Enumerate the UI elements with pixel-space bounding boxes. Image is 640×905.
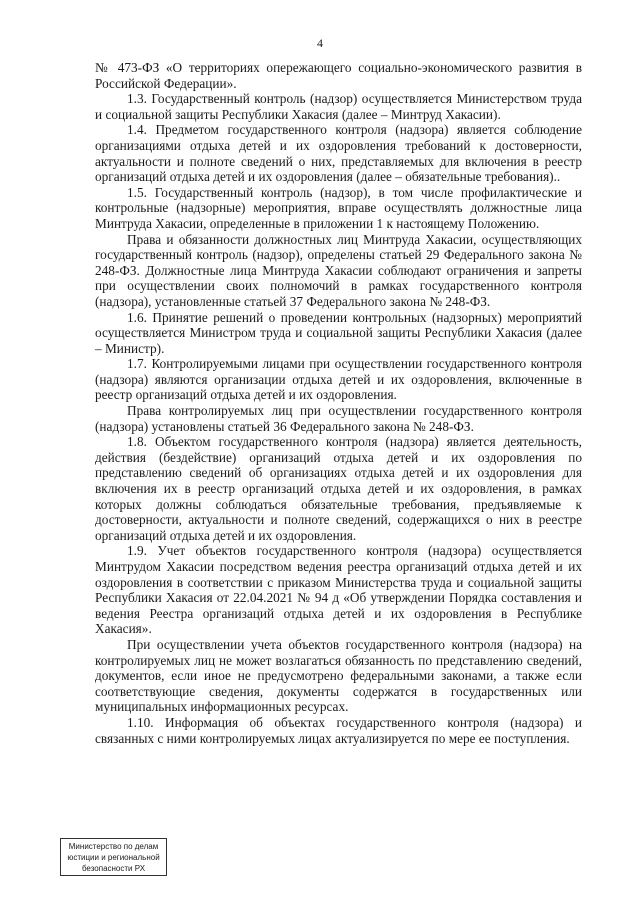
- paragraph-rights-controlled: Права контролируемых лиц при осуществлении государственного контроля (надзора) установлены статьей 36 Федерального закона № 248-ФЗ.: [95, 403, 582, 434]
- paragraph-rights-officials: Права и обязанности должностных лиц Минтруда Хакасии, осуществляющих государственный контроль (надзор), определены статьей 29 Федерального закона № 248-ФЗ. Должностные лица Минтруда Хакасии соблюдают ограничения и запреты при осуществлении своих полномочий в рамках государственного контроля (надзора), установленные статьей 37 Федерального закона № 248-ФЗ.: [95, 231, 582, 309]
- paragraph-1-6: 1.6. Принятие решений о проведении контрольных (надзорных) мероприятий осуществляется Министром труда и социальной защиты Республики Хакасия (далее – Министр).: [95, 309, 582, 356]
- paragraph-1-4: 1.4. Предметом государственного контроля (надзора) является соблюдение организациями отдыха детей и их оздоровления требований к достоверности, актуальности и полноте сведений о них, представляемых для включения в реестр организаций отдыха детей и их оздоровления (далее – обязательные требования)..: [95, 122, 582, 185]
- paragraph-1-7: 1.7. Контролируемыми лицами при осуществлении государственного контроля (надзора) являются организации отдыха детей и их оздоровления, включенные в реестр организаций отдыха детей и их оздоровления.: [95, 356, 582, 403]
- paragraph-1-8: 1.8. Объектом государственного контроля (надзора) является деятельность, действия (бездействие) организаций отдыха детей и их оздоровления по представлению сведений об организациях отдыха детей и их оздоровления для включения их в реестр организаций отдыха детей и их оздоровления, в рамках которых должны соблюдаться обязательные требования, предъявляемые к достоверности, актуальности и полноте сведений, содержащихся о них в реестре организаций отдыха детей и их оздоровления.: [95, 434, 582, 543]
- page-number: 4: [317, 36, 323, 50]
- paragraph-1-5: 1.5. Государственный контроль (надзор), в том числе профилактические и контрольные (надзорные) мероприятия, вправе осуществлять должностные лица Минтруда Хакасии, определенные в приложении 1 к настоящему Положению.: [95, 184, 582, 231]
- stamp-line-2: юстиции и региональной: [67, 852, 160, 862]
- stamp-line-1: Министерство по делам: [68, 841, 159, 851]
- ministry-stamp: [60, 838, 167, 876]
- paragraph-1-3: 1.3. Государственный контроль (надзор) осуществляется Министерством труда и социальной защиты Республики Хакасия (далее – Минтруд Хакасии).: [95, 91, 582, 122]
- paragraph-accounting: При осуществлении учета объектов государственного контроля (надзора) на контролируемых лиц не может возлагаться обязанность по представлению сведений, документов, если иное не предусмотрено федеральными законами, а также если соответствующие сведения, документы содержатся в государственных или муниципальных информационных ресурсах.: [95, 636, 582, 715]
- stamp-line-3: безопасности РХ: [81, 863, 146, 873]
- paragraph-1-9: 1.9. Учет объектов государственного контроля (надзора) осуществляется Минтрудом Хакасии посредством ведения реестра организаций отдыха детей и их оздоровления в соответствии с приказом Министерства труда и социальной защиты Республики Хакасия от 22.04.2021 № 94 д «Об утверждении Порядка составления и ведения Реестра организаций отдыха детей и их оздоровления в Республике Хакасия».: [95, 543, 582, 637]
- paragraph-continuation: № 473-ФЗ «О территориях опережающего социально-экономического развития в Российской Федерации».: [95, 60, 582, 91]
- document-body: [95, 60, 582, 746]
- paragraph-1-10: 1.10. Информация об объектах государственного контроля (надзора) и связанных с ними контролируемых лицах актуализируется по мере ее поступления.: [95, 714, 582, 746]
